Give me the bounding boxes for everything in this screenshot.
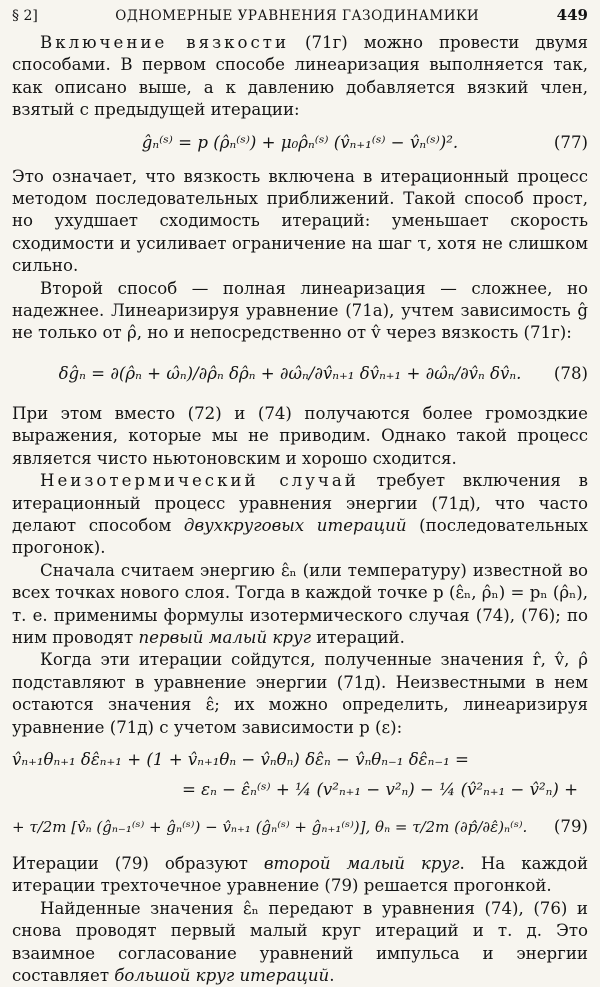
paragraph-text: Найденные значения ε̂ₙ передают в уравнения (74), (76) и снова проводят первый малый круг итераций и т. д. Это взаимное согласование уравнений импульса и энергии составляет bbox=[12, 898, 588, 985]
paragraph-text: Итерации (79) образуют bbox=[12, 853, 264, 873]
paragraph-9 bbox=[12, 898, 588, 987]
equation-number: (77) bbox=[553, 133, 588, 153]
italic-term: первый малый круг bbox=[138, 627, 311, 647]
body-text bbox=[12, 32, 588, 987]
paragraph-7: Когда эти итерации сойдутся, полученные значения r̂, v̂, ρ̂ подставляют в уравнение энергии (71д). Неизвестными в нем остаются значения ε̂; их можно определить, линеаризируя уравнение (71д) с учетом зависимости p (ε): bbox=[12, 650, 588, 737]
paragraph-4: При этом вместо (72) и (74) получаются более громоздкие выражения, которые мы не приводим. Однако такой процесс является чисто ньютоновским и хорошо сходится. bbox=[12, 403, 588, 468]
paragraph-text: . На каждой итерации трехточечное уравнение (79) решается прогонкой. bbox=[12, 853, 589, 896]
header-title: ОДНОМЕРНЫЕ УРАВНЕНИЯ ГАЗОДИНАМИКИ bbox=[115, 8, 480, 24]
paragraph-1 bbox=[12, 32, 588, 122]
equation-77 bbox=[12, 122, 588, 166]
equation-79 bbox=[12, 745, 588, 849]
paragraph-3: Второй способ — полная линеаризация — сложнее, но надежнее. Линеаризируя уравнение (71а), учтем зависимость ĝ не только от ρ̂, но и непосредственно от v̂ через вязкость (71г): bbox=[12, 278, 588, 343]
equation-number: (78) bbox=[553, 363, 588, 383]
equation-body: ĝₙ⁽ˢ⁾ = p (ρ̂ₙ⁽ˢ⁾) + μ₀ρ̂ₙ⁽ˢ⁾ (v̂ₙ₊₁⁽ˢ⁾ − v̂ₙ⁽ˢ⁾)². bbox=[141, 133, 459, 153]
spaced-term: Неизотермический случай bbox=[40, 471, 359, 491]
paragraph-5 bbox=[12, 470, 588, 560]
equation-line: v̂ₙ₊₁θₙ₊₁ δε̂ₙ₊₁ + (1 + v̂ₙ₊₁θₙ − v̂ₙθₙ) δε̂ₙ − v̂ₙθₙ₋₁ δε̂ₙ₋₁ = bbox=[12, 749, 469, 769]
paragraph-text: Сначала считаем энергию ε̂ₙ (или температуру) известной во всех точках нового слоя. Тогда в каждой точке p (ε̂ₙ, ρ̂ₙ) = pₙ (ρ̂ₙ), т. е. применимы формулы изотермического случая (74), (76); по ним проводят bbox=[12, 560, 588, 647]
page-number: 449 bbox=[556, 6, 588, 24]
equation-78 bbox=[12, 345, 588, 403]
section-marker: § 2] bbox=[12, 8, 38, 24]
running-header bbox=[12, 6, 588, 32]
equation-body: + τ/2m [v̂ₙ (ĝₙ₋₁⁽ˢ⁾ + ĝₙ⁽ˢ⁾) − v̂ₙ₊₁ (ĝₙ⁽ˢ⁾ + ĝₙ₊₁⁽ˢ⁾)], θₙ = τ/2m (∂p̂/∂ε̂)ₙ⁽ˢ⁾. bbox=[12, 817, 528, 836]
equation-body: δĝₙ = ∂(ρ̂ₙ + ω̂ₙ)/∂ρ̂ₙ δρ̂ₙ + ∂ω̂ₙ/∂v̂ₙ₊₁ δv̂ₙ₊₁ + ∂ω̂ₙ/∂v̂ₙ δv̂ₙ. bbox=[58, 363, 522, 383]
italic-term: большой круг итераций bbox=[114, 966, 330, 985]
paragraph-text: требует включения в итерационный процесс уравнения энергии (71д), что часто делают способом bbox=[12, 471, 588, 535]
paragraph-text: . bbox=[329, 966, 335, 985]
paragraph-text: (71г) можно провести двумя способами. В первом способе линеаризация выполняется так, как описано выше, а к давлению добавляется вязкий член, взятый с предыдущей итерации: bbox=[12, 33, 588, 120]
italic-term: второй малый круг bbox=[263, 853, 460, 873]
equation-line: = εₙ − ε̂ₙ⁽ˢ⁾ + ¼ (v²ₙ₊₁ − v²ₙ) − ¼ (v̂²ₙ₊₁ − v̂²ₙ) + bbox=[182, 779, 579, 799]
paragraph-text: (последовательных прогонок). bbox=[12, 515, 588, 558]
paragraph-2: Это означает, что вязкость включена в итерационный процесс методом последовательных приближений. Такой способ прост, но ухудшает сходимость итераций: уменьшает скорость сходимости и усиливает ограничение на шаг τ, хотя не слишком сильно. bbox=[12, 166, 588, 276]
paragraph-6 bbox=[12, 560, 588, 650]
italic-term: двухкруговых итераций bbox=[183, 515, 407, 535]
page bbox=[12, 6, 588, 987]
equation-number: (79) bbox=[553, 816, 588, 836]
equation-line bbox=[12, 805, 588, 849]
paragraph-8 bbox=[12, 853, 588, 898]
paragraph-text: итераций. bbox=[310, 627, 405, 647]
spaced-term: Включение вязкости bbox=[40, 33, 290, 52]
